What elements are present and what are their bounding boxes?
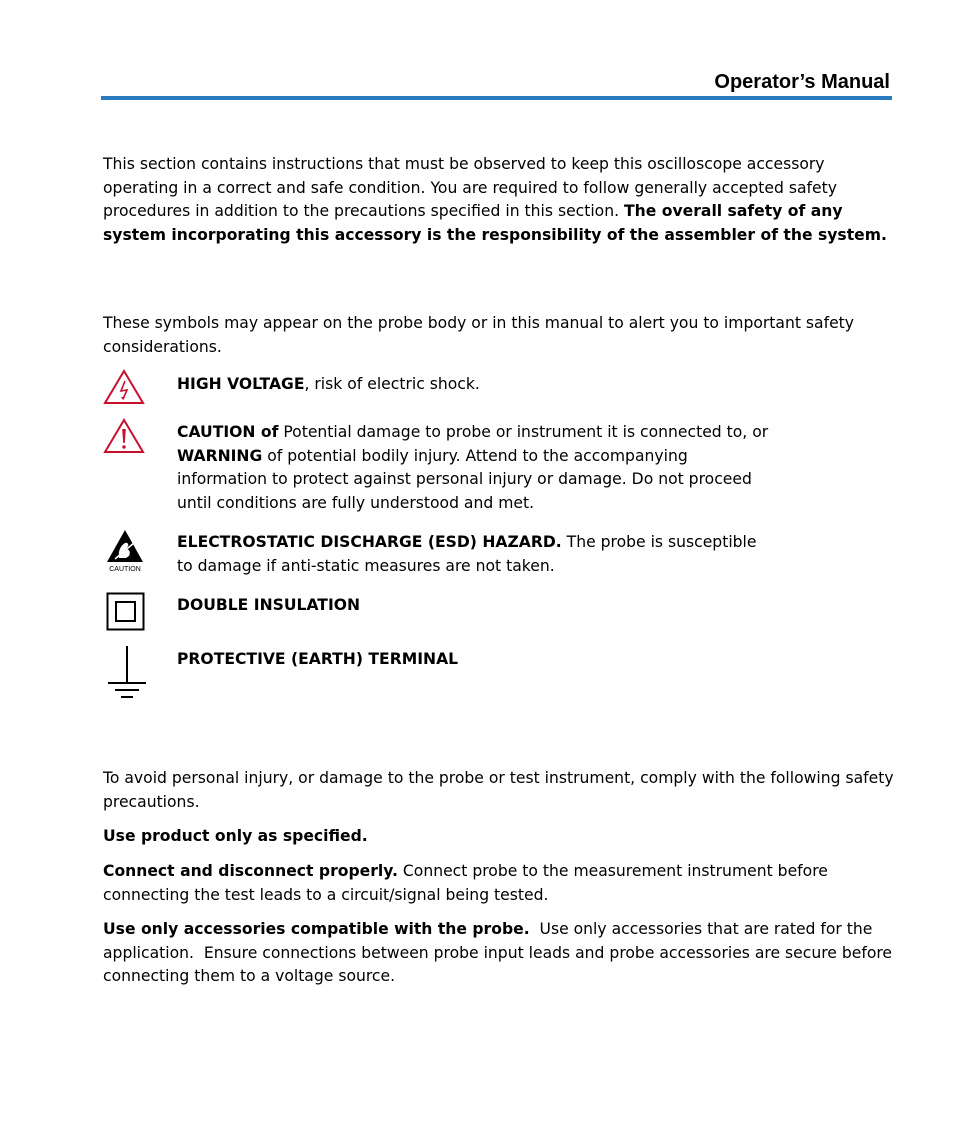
- precaution-item: [103, 918, 903, 989]
- double-insulation-description: [177, 594, 787, 618]
- esd-label: ELECTROSTATIC DISCHARGE (ESD) HAZARD.: [177, 533, 562, 551]
- precaution-text: Use only accessories that are rated for the application. Ensure connections between probe input leads and probe accessories are secure before connecting them to a voltage source.: [103, 920, 897, 986]
- high-voltage-icon: [103, 369, 145, 405]
- esd-text: The probe is susceptible to damage if anti-static measures are not taken.: [177, 533, 757, 575]
- caution-label: CAUTION of: [177, 423, 279, 441]
- caution-description: [177, 421, 777, 516]
- intro-text: This section contains instructions that must be observed to keep this oscilloscope accessory operating in a correct and safe condition. You are required to follow generally accepted safety procedures in addition to the precautions specified in this section.: [103, 155, 837, 221]
- esd-icon-label: CAUTION: [109, 566, 141, 573]
- symbol-row-caution: [103, 421, 803, 517]
- precaution-item: [103, 825, 903, 849]
- symbol-row-esd: [103, 531, 803, 579]
- earth-terminal-description: [177, 648, 787, 672]
- precaution-item: [103, 860, 903, 907]
- symbol-row-earth-terminal: [103, 648, 803, 702]
- warning-text: of potential bodily injury. Attend to the accompanying information to protect against personal injury or damage. Do not proceed until conditions are fully understood and met.: [177, 446, 752, 513]
- high-voltage-label: HIGH VOLTAGE: [177, 375, 305, 393]
- precaution-text: Connect probe to the measurement instrument before connecting the test leads to a circuit/signal being tested.: [103, 862, 828, 904]
- high-voltage-text: , risk of electric shock.: [304, 375, 480, 393]
- caution-text: Potential damage to probe or instrument it is connected to, or: [278, 423, 769, 441]
- precaution-heading: Connect and disconnect properly.: [103, 862, 398, 880]
- esd-description: [177, 531, 777, 578]
- intro-bold-text: The overall safety of any system incorporating this accessory is the responsibility of the assembler of the system.: [103, 202, 887, 245]
- precaution-heading: Use product only as specified.: [103, 827, 368, 845]
- intro-paragraph: [103, 153, 903, 248]
- symbols-intro-paragraph: These symbols may appear on the probe body or in this manual to alert you to important safety considerations.: [103, 314, 855, 356]
- precautions-intro-paragraph: To avoid personal injury, or damage to the probe or test instrument, comply with the following safety precautions.: [103, 769, 894, 811]
- earth-terminal-icon: [106, 646, 148, 702]
- warning-label: WARNING: [177, 446, 263, 465]
- esd-icon: [105, 528, 147, 574]
- high-voltage-description: [177, 373, 787, 397]
- header-rule: [101, 96, 892, 100]
- earth-terminal-label: PROTECTIVE (EARTH) TERMINAL: [177, 650, 459, 668]
- precaution-heading: Use only accessories compatible with the probe.: [103, 920, 530, 938]
- manual-title: Operator’s Manual: [714, 71, 890, 93]
- symbol-row-double-insulation: [103, 594, 803, 634]
- symbol-row-high-voltage: [103, 373, 803, 409]
- double-insulation-icon: [106, 592, 146, 632]
- caution-icon: [103, 418, 145, 454]
- double-insulation-label: DOUBLE INSULATION: [177, 596, 361, 614]
